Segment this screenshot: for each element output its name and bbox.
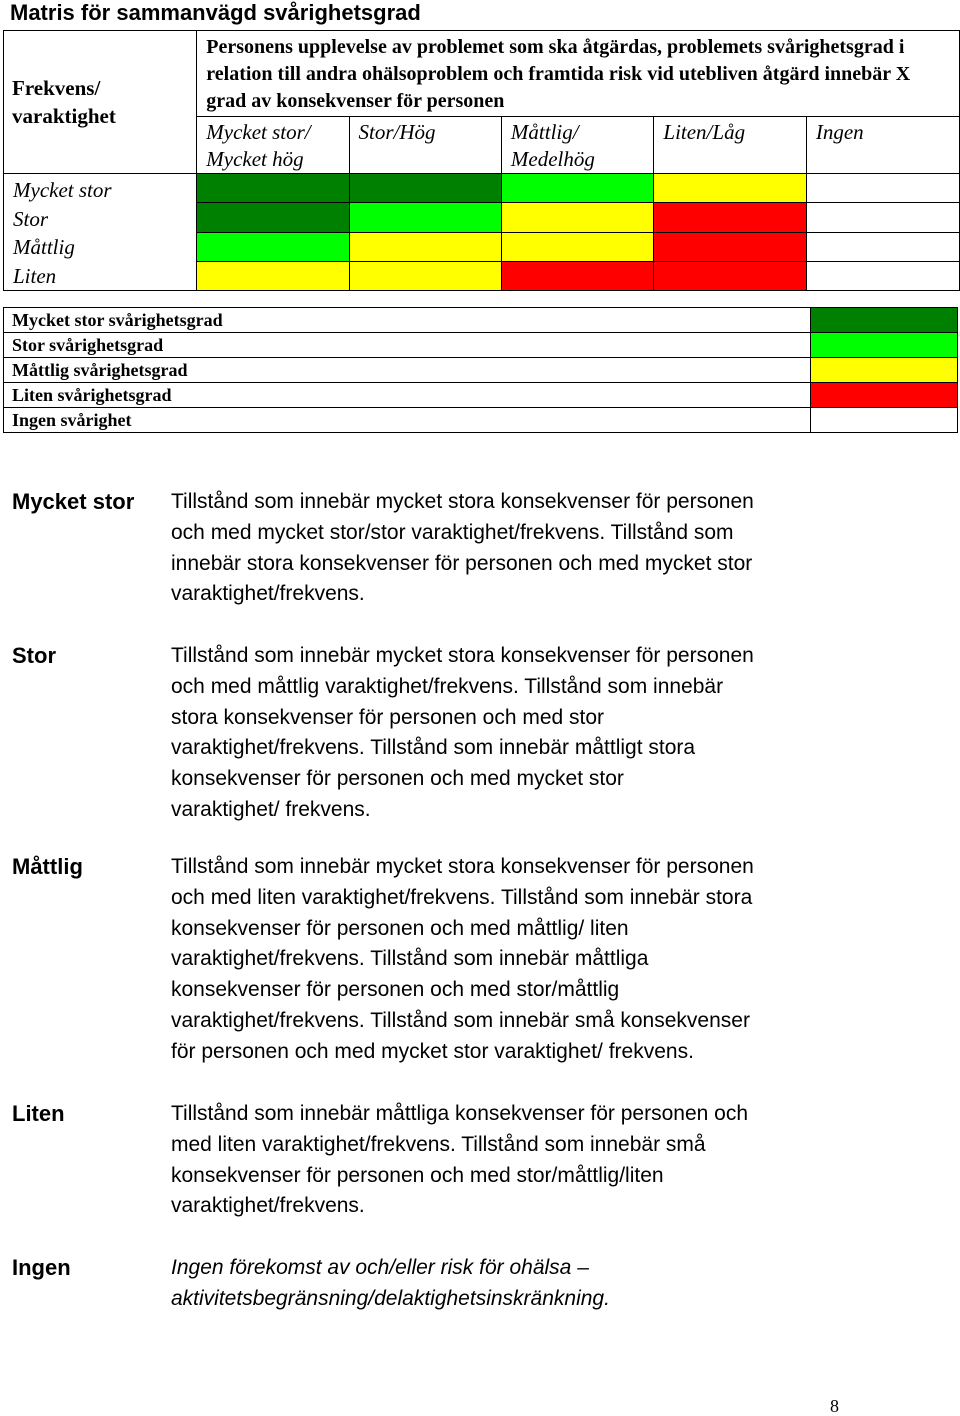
definition-line: varaktighet/ frekvens.: [171, 797, 371, 821]
severity-column-label: Ingen: [815, 120, 864, 144]
definition-term-none: Ingen: [12, 1255, 71, 1280]
definition-text-large: [171, 641, 871, 826]
legend-row: [4, 308, 958, 333]
matrix-cell: [654, 203, 806, 232]
matrix-cell: [501, 203, 653, 232]
definition-line: stora konsekvenser för personen och med stor: [171, 705, 605, 729]
matrix-cell: [197, 174, 349, 203]
matrix-cell: [197, 203, 349, 232]
frequency-row-label: Mycket stor: [13, 178, 112, 202]
severity-column-label: Mycket stor/: [206, 120, 311, 144]
definition-line: konsekvenser för personen och med stor/måttlig/liten: [171, 1163, 664, 1187]
definition-line: Tillstånd som innebär mycket stora konsekvenser för personen: [171, 855, 754, 878]
page-title: Matris för sammanvägd svårighetsgrad: [10, 0, 421, 25]
definition-text-moderate: [171, 852, 871, 1068]
consequence-header: Personens upplevelse av problemet som ska åtgärdas, problemets svårighetsgrad i relation till andra ohälsoproblem och framtida risk vid utebliven åtgärd innebär X grad av konsekvenser för personen: [197, 31, 960, 117]
definition-line: innebär stora konsekvenser för personen och med mycket stor: [171, 551, 753, 575]
severity-column-low: [654, 117, 806, 174]
matrix-cell: [349, 174, 501, 203]
severity-column-label: Liten/Låg: [663, 120, 746, 144]
definition-line: och med mycket stor/stor varaktighet/frekvens. Tillstånd som: [171, 520, 734, 544]
severity-column-medium: [501, 117, 653, 174]
matrix-cell: [654, 174, 806, 203]
definition-line: konsekvenser för personen och med mycket stor: [171, 767, 624, 791]
definition-line: aktivitetsbegränsning/delaktighetsinskränkning.: [171, 1286, 610, 1310]
legend-swatch: [811, 408, 958, 433]
frequency-row-labels: [4, 174, 197, 291]
matrix-cell: [501, 174, 653, 203]
definition-line: varaktighet/frekvens. Tillstånd som innebär små konsekvenser: [171, 1008, 750, 1032]
severity-legend: [3, 307, 958, 433]
definition-line: varaktighet/frekvens. Tillstånd som innebär måttligt stora: [171, 736, 696, 760]
legend-row: [4, 383, 958, 408]
legend-label: Stor svårighetsgrad: [4, 333, 811, 358]
definition-line: och med måttlig varaktighet/frekvens. Tillstånd som innebär: [171, 674, 724, 698]
matrix-cell: [806, 262, 959, 291]
page-number: 8: [830, 1396, 839, 1416]
definition-line: och med liten varaktighet/frekvens. Tillstånd som innebär stora: [171, 885, 753, 909]
definition-line: Tillstånd som innebär mycket stora konsekvenser för personen: [171, 644, 754, 667]
matrix-cell: [197, 262, 349, 291]
definition-term-small: Liten: [12, 1101, 65, 1126]
legend-label: Måttlig svårighetsgrad: [4, 358, 811, 383]
legend-label: Liten svårighetsgrad: [4, 383, 811, 408]
definition-line: konsekvenser för personen och med stor/måttlig: [171, 978, 620, 1002]
matrix-cell: [349, 203, 501, 232]
definition-text-none: [171, 1253, 871, 1315]
frequency-row-label: Liten: [13, 263, 57, 288]
legend-swatch: [811, 333, 958, 358]
legend-swatch: [811, 308, 958, 333]
definition-term-very-large: Mycket stor: [12, 489, 135, 514]
definition-text-small: [171, 1099, 871, 1222]
matrix-cell: [349, 262, 501, 291]
definition-line: varaktighet/frekvens. Tillstånd som innebär måttliga: [171, 947, 649, 971]
definition-line: varaktighet/frekvens.: [171, 582, 365, 606]
legend-swatch: [811, 358, 958, 383]
definition-text-very-large: [171, 487, 871, 610]
matrix-cell: [806, 232, 959, 261]
legend-row: [4, 333, 958, 358]
matrix-cell: [654, 262, 806, 291]
legend-label: Ingen svårighet: [4, 408, 811, 433]
definition-line: med liten varaktighet/frekvens. Tillstånd som innebär små: [171, 1132, 706, 1156]
frequency-row-label: Stor: [13, 206, 49, 231]
severity-column-label: Stor/Hög: [358, 120, 436, 144]
frequency-header: [4, 31, 197, 174]
matrix-cell: [197, 232, 349, 261]
severity-column-none: [806, 117, 959, 174]
matrix-cell: [654, 232, 806, 261]
definition-term-large: Stor: [12, 643, 56, 668]
definition-line: för personen och med mycket stor varaktighet/ frekvens.: [171, 1039, 694, 1063]
severity-column-label: Mycket hög: [206, 147, 304, 171]
matrix-cell: [349, 232, 501, 261]
severity-matrix: [3, 30, 960, 291]
frequency-header-line: varaktighet: [12, 104, 116, 128]
frequency-row-label: Måttlig: [13, 235, 75, 260]
severity-column-high: [349, 117, 501, 174]
legend-swatch: [811, 383, 958, 408]
severity-column-label: Medelhög: [510, 147, 595, 171]
definition-line: Ingen förekomst av och/eller risk för ohälsa –: [171, 1256, 589, 1279]
matrix-cell: [501, 262, 653, 291]
definition-line: Tillstånd som innebär mycket stora konsekvenser för personen: [171, 490, 754, 513]
matrix-cell: [806, 174, 959, 203]
severity-column-label: Måttlig/: [510, 120, 579, 144]
matrix-cell: [501, 232, 653, 261]
severity-column-very-high: [197, 117, 349, 174]
definition-line: konsekvenser för personen och med måttlig/ liten: [171, 916, 629, 940]
legend-row: [4, 408, 958, 433]
legend-row: [4, 358, 958, 383]
definition-term-moderate: Måttlig: [12, 854, 83, 879]
matrix-cell: [806, 203, 959, 232]
definition-line: Tillstånd som innebär måttliga konsekvenser för personen och: [171, 1102, 749, 1125]
definition-line: varaktighet/frekvens.: [171, 1194, 365, 1218]
frequency-header-line: Frekvens/: [12, 76, 101, 100]
legend-label: Mycket stor svårighetsgrad: [4, 308, 811, 333]
